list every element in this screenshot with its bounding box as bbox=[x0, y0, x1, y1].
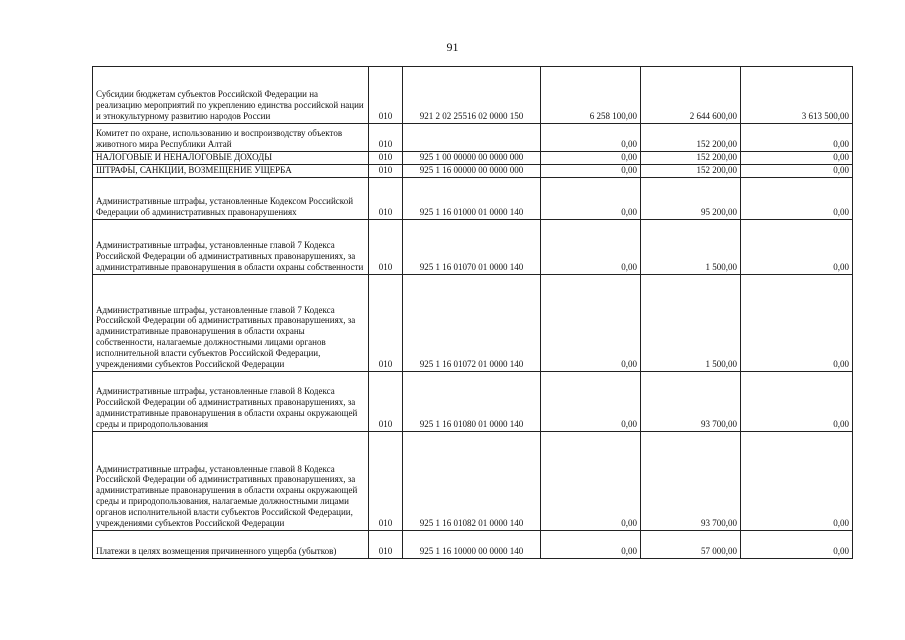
row-budget-code: 925 1 16 01000 01 0000 140 bbox=[403, 178, 541, 220]
row-value-1: 0,00 bbox=[541, 432, 641, 531]
row-name: Административные штрафы, установленные главой 7 Кодекса Российской Федерации об административных правонарушениях, за административные правонарушения в области охраны собственности, налагаемые должностными лицами органов исполнительной власти субъектов Российской Федерации, учреждениями субъектов Российской Федерации bbox=[93, 275, 369, 372]
row-value-2: 152 200,00 bbox=[641, 165, 741, 178]
row-value-2: 57 000,00 bbox=[641, 531, 741, 559]
table-row bbox=[93, 67, 853, 124]
row-value-2: 2 644 600,00 bbox=[641, 67, 741, 124]
row-name: Административные штрафы, установленные главой 8 Кодекса Российской Федерации об административных правонарушениях, за административные правонарушения в области охраны окружающей среды и природопользования, налагаемые должностными лицами органов исполнительной власти субъектов Российской Федерации, учреждениями субъектов Российской Федерации bbox=[93, 432, 369, 531]
row-budget-code bbox=[403, 124, 541, 152]
row-value-3: 0,00 bbox=[741, 372, 853, 432]
row-name: Субсидии бюджетам субъектов Российской Федерации на реализацию мероприятий по укреплению единства российской нации и этнокультурному развитию народов России bbox=[93, 67, 369, 124]
row-budget-code: 921 2 02 25516 02 0000 150 bbox=[403, 67, 541, 124]
row-admin-code: 010 bbox=[369, 152, 403, 165]
row-admin-code: 010 bbox=[369, 220, 403, 275]
row-value-3: 0,00 bbox=[741, 178, 853, 220]
row-value-1: 0,00 bbox=[541, 165, 641, 178]
table-row bbox=[93, 275, 853, 372]
row-value-2: 1 500,00 bbox=[641, 275, 741, 372]
page-number: 91 bbox=[446, 40, 459, 54]
row-budget-code: 925 1 16 01072 01 0000 140 bbox=[403, 275, 541, 372]
row-name: ШТРАФЫ, САНКЦИИ, ВОЗМЕЩЕНИЕ УЩЕРБА bbox=[93, 165, 369, 178]
row-value-1: 0,00 bbox=[541, 124, 641, 152]
row-value-1: 0,00 bbox=[541, 220, 641, 275]
row-value-1: 0,00 bbox=[541, 152, 641, 165]
row-value-3: 0,00 bbox=[741, 124, 853, 152]
table-row bbox=[93, 178, 853, 220]
row-name: НАЛОГОВЫЕ И НЕНАЛОГОВЫЕ ДОХОДЫ bbox=[93, 152, 369, 165]
row-value-2: 93 700,00 bbox=[641, 432, 741, 531]
row-name: Комитет по охране, использованию и воспроизводству объектов животного мира Республики Алтай bbox=[93, 124, 369, 152]
row-value-1: 0,00 bbox=[541, 372, 641, 432]
table-row bbox=[93, 531, 853, 559]
row-value-2: 1 500,00 bbox=[641, 220, 741, 275]
row-value-3: 0,00 bbox=[741, 275, 853, 372]
row-admin-code: 010 bbox=[369, 432, 403, 531]
row-admin-code: 010 bbox=[369, 531, 403, 559]
table-row bbox=[93, 372, 853, 432]
row-budget-code: 925 1 16 01082 01 0000 140 bbox=[403, 432, 541, 531]
row-admin-code: 010 bbox=[369, 67, 403, 124]
row-value-3: 0,00 bbox=[741, 152, 853, 165]
row-value-3: 0,00 bbox=[741, 220, 853, 275]
row-value-1: 0,00 bbox=[541, 275, 641, 372]
table-row bbox=[93, 152, 853, 165]
row-value-1: 0,00 bbox=[541, 178, 641, 220]
row-budget-code: 925 1 16 10000 00 0000 140 bbox=[403, 531, 541, 559]
row-name: Административные штрафы, установленные главой 8 Кодекса Российской Федерации об административных правонарушениях, за административные правонарушения в области охраны окружающей среды и природопользования bbox=[93, 372, 369, 432]
row-value-1: 0,00 bbox=[541, 531, 641, 559]
row-admin-code: 010 bbox=[369, 275, 403, 372]
row-budget-code: 925 1 16 00000 00 0000 000 bbox=[403, 165, 541, 178]
row-value-3: 0,00 bbox=[741, 531, 853, 559]
table-row bbox=[93, 432, 853, 531]
row-value-2: 152 200,00 bbox=[641, 124, 741, 152]
row-value-2: 152 200,00 bbox=[641, 152, 741, 165]
row-budget-code: 925 1 16 01080 01 0000 140 bbox=[403, 372, 541, 432]
table-row bbox=[93, 165, 853, 178]
row-name: Административные штрафы, установленные главой 7 Кодекса Российской Федерации об административных правонарушениях, за административные правонарушения в области охраны собственности bbox=[93, 220, 369, 275]
row-value-3: 0,00 bbox=[741, 432, 853, 531]
row-admin-code: 010 bbox=[369, 165, 403, 178]
row-value-2: 95 200,00 bbox=[641, 178, 741, 220]
row-admin-code: 010 bbox=[369, 124, 403, 152]
table-row bbox=[93, 220, 853, 275]
row-value-3: 3 613 500,00 bbox=[741, 67, 853, 124]
row-admin-code: 010 bbox=[369, 372, 403, 432]
row-name: Административные штрафы, установленные Кодексом Российской Федерации об административных правонарушениях bbox=[93, 178, 369, 220]
row-budget-code: 925 1 00 00000 00 0000 000 bbox=[403, 152, 541, 165]
row-value-1: 6 258 100,00 bbox=[541, 67, 641, 124]
row-value-2: 93 700,00 bbox=[641, 372, 741, 432]
row-budget-code: 925 1 16 01070 01 0000 140 bbox=[403, 220, 541, 275]
row-value-3: 0,00 bbox=[741, 165, 853, 178]
table-row bbox=[93, 124, 853, 152]
row-admin-code: 010 bbox=[369, 178, 403, 220]
row-name: Платежи в целях возмещения причиненного ущерба (убытков) bbox=[93, 531, 369, 559]
budget-revenue-table bbox=[92, 66, 853, 559]
